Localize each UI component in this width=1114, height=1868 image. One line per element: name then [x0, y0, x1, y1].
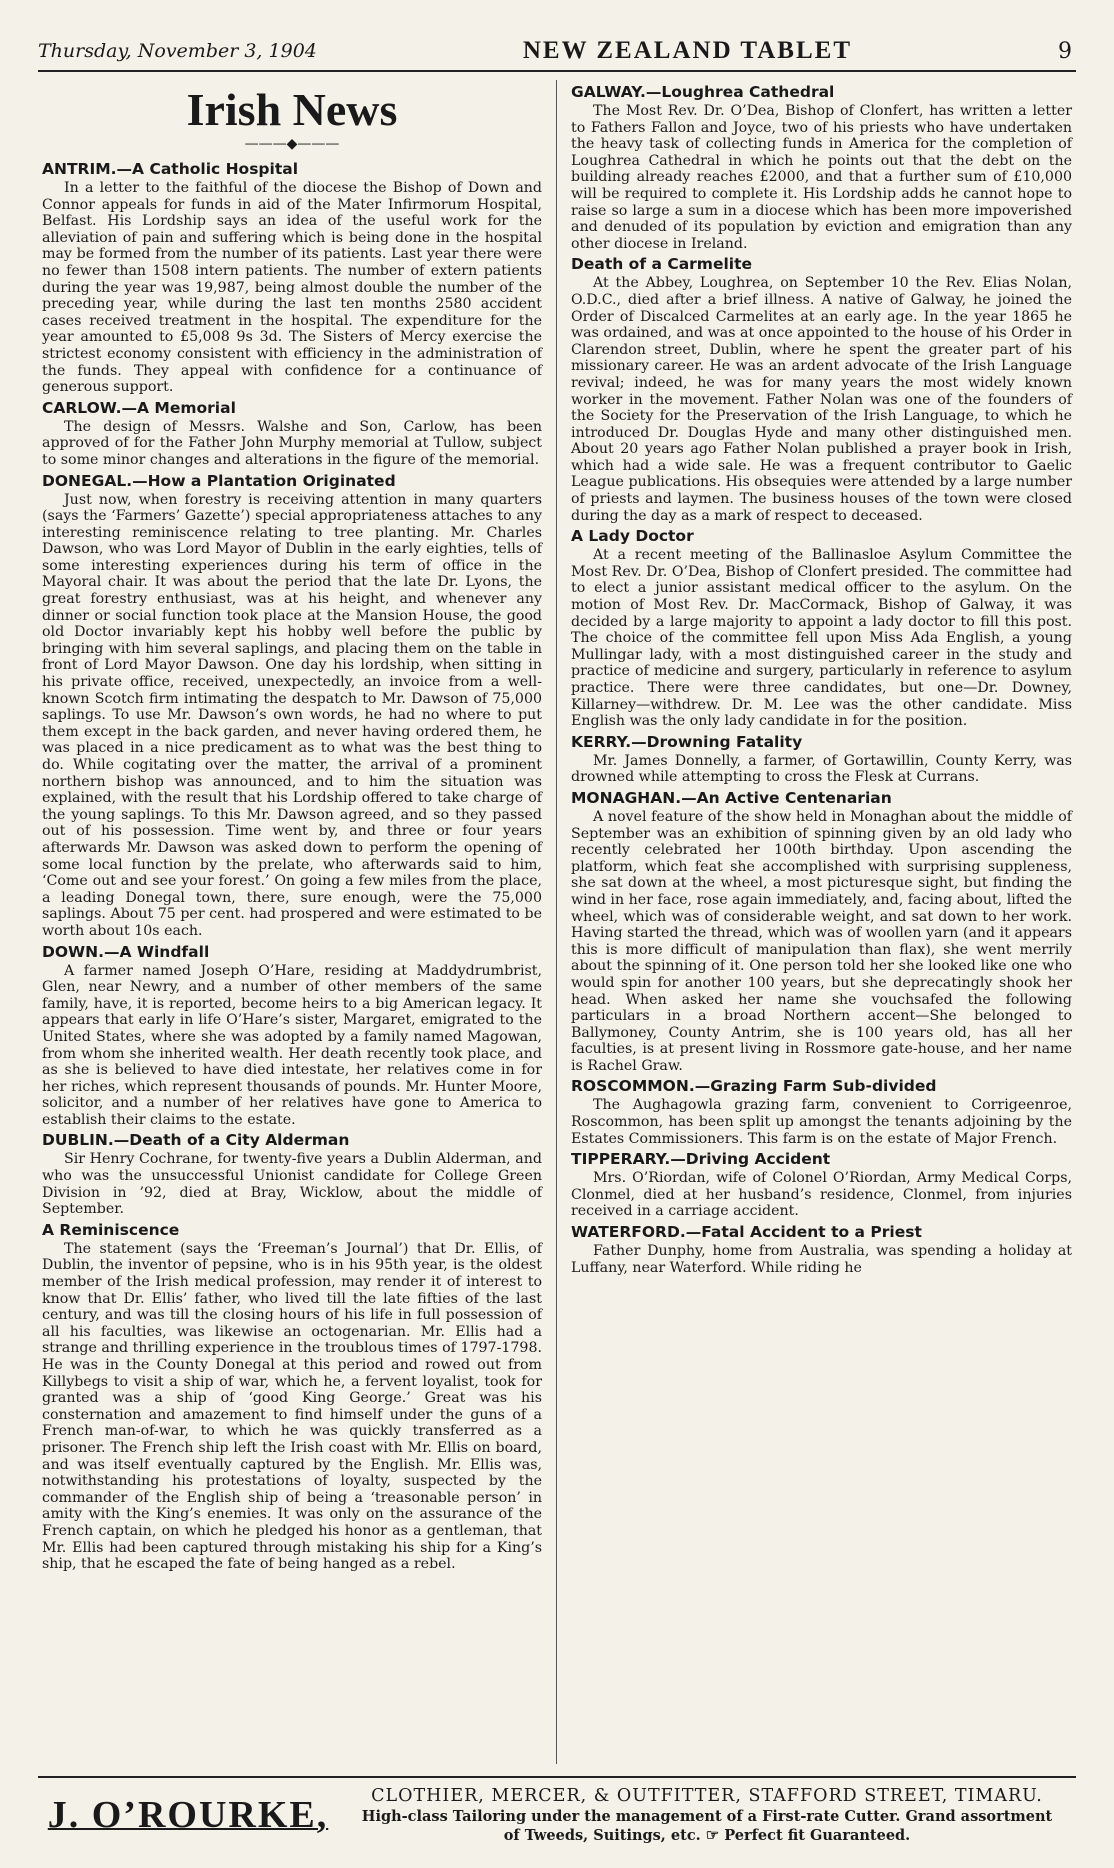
article-body: At a recent meeting of the Ballinasloe Asylum Committee the Most Rev. Dr. O’Dea, Bishop of Clonfert presided. The committee had to elect a junior assistant medical officer to the asylum. On the motion of Most Rev. Dr. MacCormack, Bishop of Galway, it was decided by a large majority to appoint a lady doctor to fill this post. The choice of the committee fell upon Miss Ada English, a young Mullingar lady, with a most distinguished career in the study and practice of medicine and surgery, particularly in reference to asylum practice. There were three candidates, but one—Dr. Downey, Killarney—withdrew. Dr. M. Lee was the other candidate. Miss English was the only lady candidate in for the position. [571, 547, 1072, 730]
article-waterford [571, 1223, 1072, 1276]
pointing-hand-icon: ☞ [705, 1826, 720, 1844]
article-body: Sir Henry Cochrane, for twenty-five years a Dublin Alderman, and who was the unsuccessful Unionist candidate for College Green Division in ’92, died at Bray, Wicklow, about the middle of September. [42, 1151, 542, 1218]
advertiser-name: J. O’ROURKE, [47, 1794, 329, 1836]
article-body: In a letter to the faithful of the diocese the Bishop of Down and Connor appeals for funds in aid of the Mater Infirmorum Hospital, Belfast. His Lordship says an idea of the useful work for the alleviation of pain and suffering which is being done in the hospital may be formed from the number of its patients. Last year there were no fewer than 1508 intern patients. The number of extern patients during the year was 19,987, being almost double the number of the preceding year, while during the last ten months 2580 accident cases received treatment in the hospital. The expenditure for the year amounted to £5,008 9s 3d. The Sisters of Mercy exercise the strictest economy consistent with efficiency in the administration of the funds. They appeal with confidence for a continuance of generous support. [42, 180, 542, 396]
advertisement-text [338, 1786, 1076, 1844]
article-headline: KERRY.—Drowning Fatality [571, 732, 803, 751]
article-monaghan [571, 789, 1072, 1075]
article-down [42, 943, 542, 1129]
right-column [557, 80, 1076, 1764]
article-headline: ROSCOMMON.—Grazing Farm Sub-divided [571, 1077, 937, 1096]
issue-date: Thursday, November 3, 1904 [38, 40, 317, 62]
article-carlow [42, 399, 542, 469]
ad-tweeds-text: of Tweeds, Suitings, etc. [503, 1827, 701, 1844]
article-columns [38, 80, 1076, 1764]
article-headline: Death of a Carmelite [571, 255, 753, 274]
article-body: Just now, when forestry is receiving attention in many quarters (says the ‘Farmers’ Gazette’) special appropriateness attaches to any interesting reminiscence relating to tree planting. Mr. Charles Dawson, who was Lord Mayor of Dublin in the early eighties, tells of some interesting experiences during his term of office in the Mayoral chair. It was about the period that the late Dr. Lyons, the great forestry enthusiast, was at his height, and whenever any dinner or social function took place at the Mansion House, the good old Doctor invariably kept his hobby well before the public by bringing with him several saplings, and placing them on the table in front of Lord Mayor Dawson. One day his lordship, when sitting in his private office, received, unexpectedly, an invoice from a well-known Scotch firm intimating the despatch to Mr. Dawson of 75,000 saplings. To use Mr. Dawson’s own words, he had no where to put them except in the back garden, and never having ordered them, he was placed in a nice predicament as to what was the best thing to do. While cogitating over the matter, the arrival of a prominent northern bishop was announced, and to him the situation was explained, with the result that his Lordship offered to take charge of the young saplings. To this Mr. Dawson agreed, and so they passed out of his possession. Time went by, and three or four years afterwards Mr. Dawson was asked down to perform the opening of some local function by the prelate, who afterwards said to him, ‘Come out and see your forest.’ On going a few miles from the place, a leading Donegal town, there, sure enough, were the 75,000 saplings. About 75 per cent. had prospered and were estimated to be worth about 10s each. [42, 491, 542, 939]
article-carmelite [571, 255, 1072, 524]
page-number: 9 [1057, 38, 1072, 64]
article-tipperary [571, 1150, 1072, 1220]
article-galway [571, 83, 1072, 252]
article-headline: DONEGAL.—How a Plantation Originated [42, 471, 396, 490]
article-antrim [42, 160, 542, 396]
article-headline: DUBLIN.—Death of a City Alderman [42, 1131, 350, 1150]
article-body: Mr. James Donnelly, a farmer, of Gortawillin, County Kerry, was drowned while attempting to cross the Flesk at Currans. [571, 752, 1072, 786]
article-headline: TIPPERARY.—Driving Accident [571, 1150, 831, 1169]
article-donegal [42, 472, 542, 940]
article-body: The design of Messrs. Walshe and Son, Carlow, has been approved of for the Father John Murphy memorial at Tullow, subject to some minor changes and alterations in the figure of the memorial. [42, 418, 542, 468]
ad-guarantee-text: Perfect fit Guaranteed. [724, 1827, 911, 1844]
article-lady-doctor [571, 527, 1072, 730]
article-headline: A Reminiscence [42, 1220, 180, 1239]
article-headline: MONAGHAN.—An Active Centenarian [571, 788, 892, 807]
article-body: A novel feature of the show held in Monaghan about the middle of September was an exhibition of spinning given by an old lady who recently celebrated her 100th birthday. Upon ascending the platform, which feat she accomplished with surprising suppleness, she sat down at the wheel, a most picturesque sight, but finding the wind in her face, rose again immediately, and, facing about, lifted the wheel, which was of considerable weight, and sat down to her work. Having started the thread, which was of woollen yarn (and it appears this is more difficult of manipulation than flax), she went merrily about the spinning of it. One person told her she looked like one who would spin for another 100 years, but she deprecatingly shook her head. When asked her name she vouchsafed the following particulars in a broad Northern accent—She belonged to Ballymoney, County Antrim, she is 100 years old, has all her faculties, is at present living in Rossmore gate-house, and her name is Rachel Graw. [571, 808, 1072, 1074]
article-body: The statement (says the ‘Freeman’s Journal’) that Dr. Ellis, of Dublin, the inventor of pepsine, who is in his 95th year, is the oldest member of the Irish medical profession, may render it of interest to know that Dr. Ellis’ father, who lived till the late fifties of the last century, and was till the closing hours of his life in full possession of all his faculties, was likewise an octogenarian. Mr. Ellis had a strange and thrilling experience in the troublous times of 1797-1798. He was in the County Donegal at this period and rowed out from Killybegs to visit a ship of war, which he, a fervent loyalist, took for granted was a ship of ‘good King George.’ Great was his consternation and amazement to find himself under the guns of a French man-of-war, to which he was quickly transferred as a prisoner. The French ship left the Irish coast with Mr. Ellis on board, and was itself eventually captured by the English. Mr. Ellis was, notwithstanding his protestations of loyalty, suspected by the commander of the English ship of being a ‘treasonable person’ in amity with the King’s enemies. It was only on the assurance of the French captain, on which he pledged his honor as a gentleman, that Mr. Ellis had been captured through mistaking his ship for a King’s ship, that he escaped the fate of being hanged as a rebel. [42, 1240, 542, 1573]
article-headline: WATERFORD.—Fatal Accident to a Priest [571, 1223, 922, 1242]
article-body: Father Dunphy, home from Australia, was spending a holiday at Luffany, near Waterford. While riding he [571, 1243, 1072, 1276]
article-dublin [42, 1131, 542, 1217]
article-roscommon [571, 1077, 1072, 1147]
section-title: Irish News [186, 84, 398, 135]
ad-line-business: CLOTHIER, MERCER, & OUTFITTER, STAFFORD STREET, TIMARU. [371, 1786, 1043, 1806]
article-headline: ANTRIM.—A Catholic Hospital [42, 160, 299, 178]
article-body: The Most Rev. Dr. O’Dea, Bishop of Clonfert, has written a letter to Fathers Fallon and Joyce, two of his priests who have undertaken the heavy task of collecting funds in America for the completion of Loughrea Cathedral in which he points out that the debt on the building already reaches £2000, and that a further sum of £10,000 will be required to complete it. His Lordship adds he cannot hope to raise so large a sum in a diocese which has been more impoverished and denuded of its population by eviction and emigration than any other diocese in Ireland. [571, 103, 1072, 252]
ad-line-tailoring: High-class Tailoring under the management of a First-rate Cutter. Grand assortment [361, 1808, 1053, 1825]
article-body: At the Abbey, Loughrea, on September 10 the Rev. Elias Nolan, O.D.C., died after a brief illness. A native of Galway, he joined the Order of Discalced Carmelites at an early age. In the year 1865 he was ordained, and was at once appointed to the house of his Order in Clarendon street, Dublin, where he spent the greater part of his missionary career. He was an ardent advocate of the Irish Language revival; indeed, he was for many years the most widely known worker in the movement. Father Nolan was one of the founders of the Society for the Preservation of the Irish Language, to which he introduced Dr. Douglas Hyde and many other distinguished men. About 20 years ago Father Nolan published a prayer book in Irish, which had a wide sale. He was a frequent contributor to Gaelic League publications. His obsequies were attended by a large number of priests and laymen. The business houses of the town were closed during the day as a mark of respect to deceased. [571, 275, 1072, 524]
title-ornament: ———◆——— [244, 136, 340, 152]
article-headline: CARLOW.—A Memorial [42, 398, 236, 417]
article-body: The Aughagowla grazing farm, convenient to Corrigeenroe, Roscommon, has been split up amongst the tenants adjoining by the Estates Commissioners. This farm is on the estate of Major French. [571, 1097, 1072, 1147]
masthead [38, 32, 1076, 72]
left-column [38, 80, 557, 1764]
article-body: Mrs. O’Riordan, wife of Colonel O’Riordan, Army Medical Corps, Clonmel, died at her husband’s residence, Clonmel, from injuries received in a carriage accident. [571, 1170, 1072, 1220]
article-headline: DOWN.—A Windfall [42, 942, 210, 961]
newspaper-title: NEW ZEALAND TABLET [522, 37, 852, 64]
ad-line-assortment [338, 1826, 1076, 1844]
article-kerry [571, 733, 1072, 786]
article-headline: GALWAY.—Loughrea Cathedral [571, 83, 835, 101]
advertisement [38, 1776, 1076, 1852]
article-headline: A Lady Doctor [571, 527, 694, 546]
article-reminiscence [42, 1221, 542, 1573]
article-body: A farmer named Joseph O’Hare, residing at Maddydrumbrist, Glen, near Newry, and a number of other members of the same family, have, it is reported, become heirs to a big American legacy. It appears that early in life O’Hare’s sister, Margaret, emigrated to the United States, where she was adopted by a family named Magowan, from whom she inherited wealth. Her death recently took place, and as she is believed to have died intestate, her relatives come in for her riches, which represent thousands of pounds. Mr. Hunter Moore, solicitor, and a number of her relatives have gone to America to establish their claims to the estate. [42, 962, 542, 1128]
